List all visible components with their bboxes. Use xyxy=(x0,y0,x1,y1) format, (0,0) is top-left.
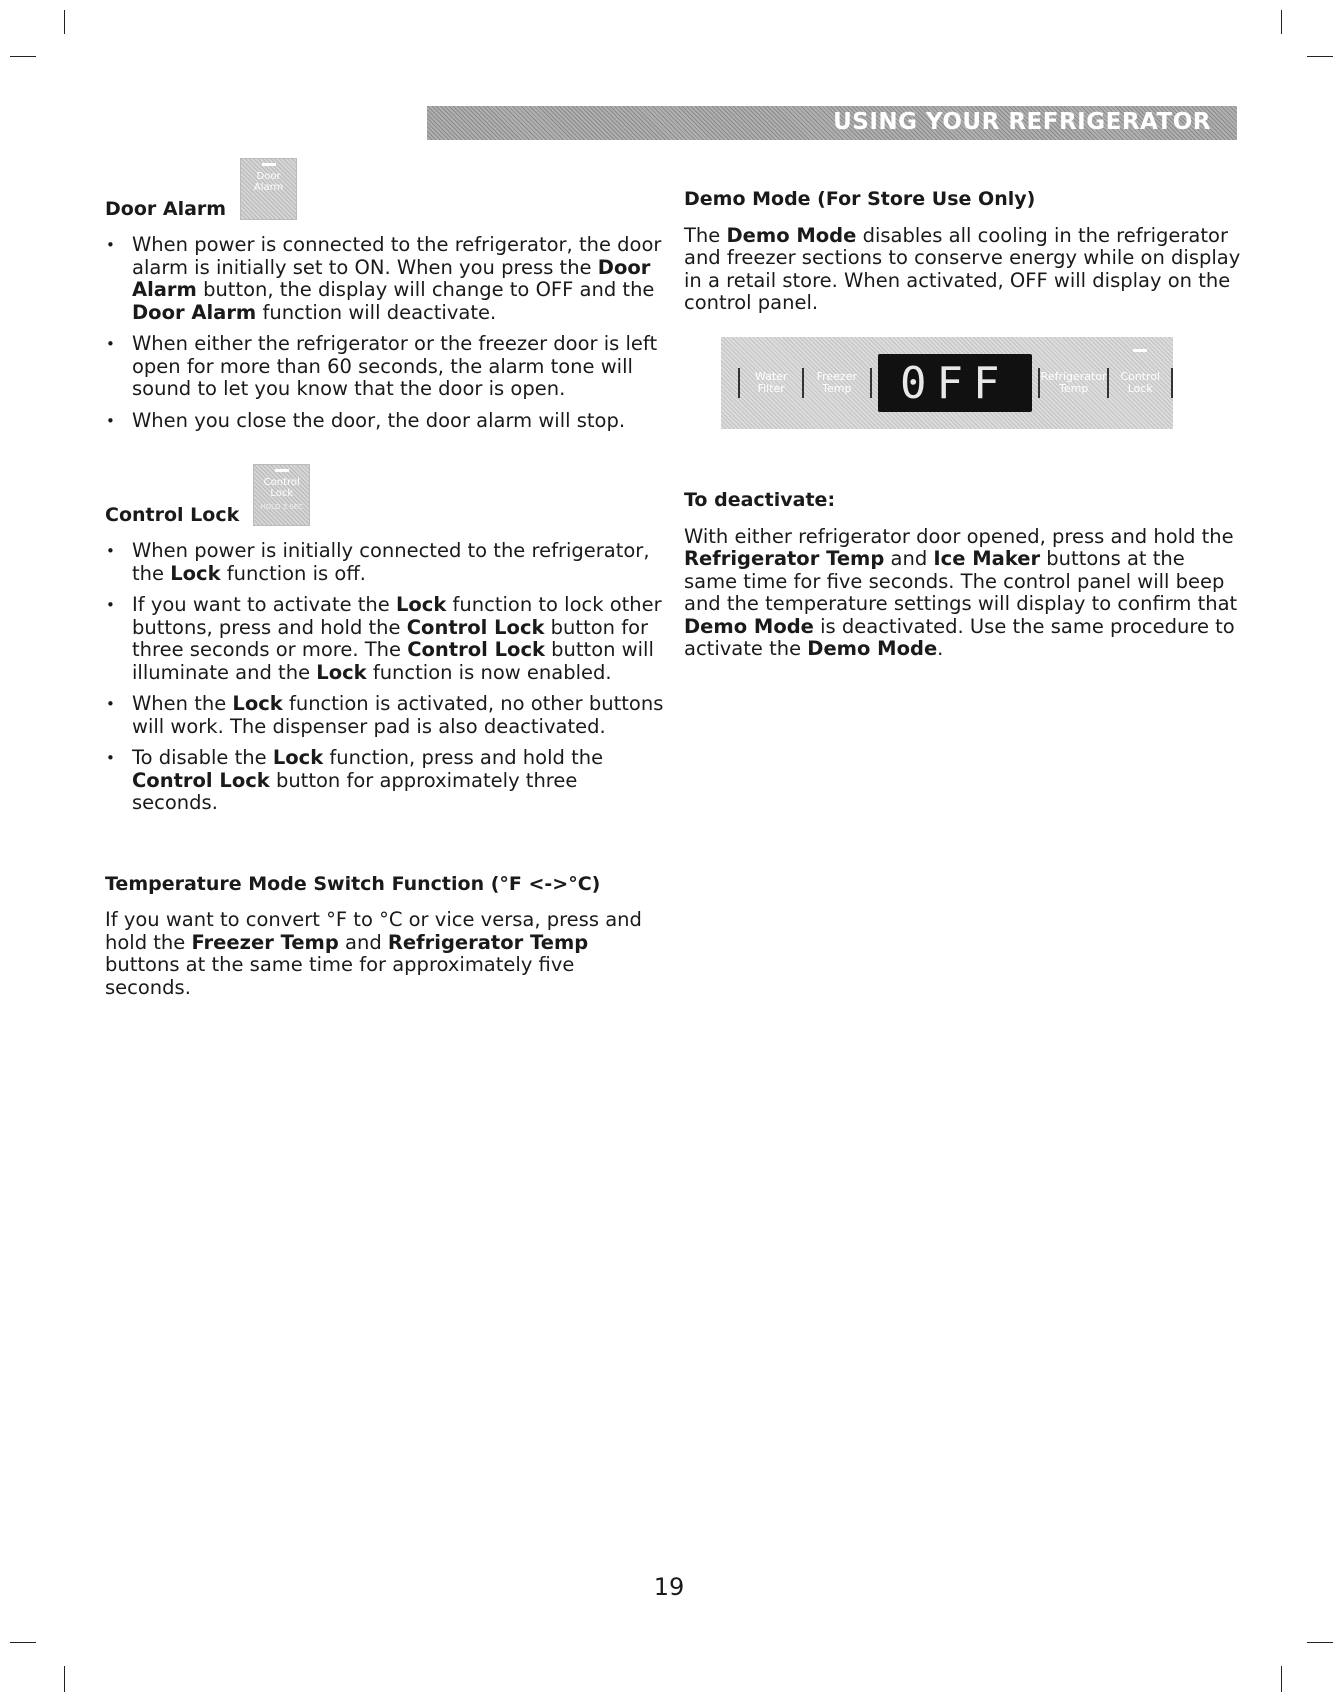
body-text: button, the display will change to OFF and the xyxy=(196,278,655,301)
body-text: With either refrigerator door opened, press and hold the xyxy=(684,524,1234,548)
emphasis-text: Control Lock xyxy=(406,615,545,639)
emphasis-text: Lock xyxy=(170,561,221,585)
crop-mark xyxy=(10,56,36,57)
body-text: When power is connected to the refrigerator, the door alarm is initially set to ON. When you press the xyxy=(132,233,662,279)
emphasis-text: Door Alarm xyxy=(132,300,257,324)
list-item xyxy=(132,747,665,815)
body-text: When the xyxy=(132,692,233,715)
temp-mode-text xyxy=(105,909,665,999)
body-text: To disable the xyxy=(132,746,273,769)
list-item xyxy=(132,333,665,401)
emphasis-text: Ice Maker xyxy=(933,547,1041,570)
left-column xyxy=(105,158,665,999)
section-banner xyxy=(427,106,1237,140)
control-lock-list xyxy=(105,540,665,815)
deactivate-heading: To deactivate: xyxy=(684,489,836,511)
emphasis-text: Demo Mode xyxy=(807,637,938,660)
banner-title: USING YOUR REFRIGERATOR xyxy=(833,109,1211,135)
body-text: When power is initially connected to the refrigerator, the xyxy=(132,539,650,585)
crop-mark xyxy=(10,1642,36,1643)
dash-icon xyxy=(262,163,276,166)
right-column xyxy=(684,188,1244,315)
refrigerator-temp-button: Refrigerator Temp xyxy=(1040,370,1107,395)
emphasis-text: Door Alarm xyxy=(132,255,651,301)
emphasis-text: Lock xyxy=(272,746,324,769)
demo-mode-heading: Demo Mode (For Store Use Only) xyxy=(684,188,1036,210)
deactivate-section xyxy=(684,489,1244,661)
lcd-display: 0FF xyxy=(878,354,1032,412)
body-text: function, press and hold the xyxy=(323,746,604,769)
emphasis-text: Freezer Temp xyxy=(191,930,339,954)
crop-mark xyxy=(1281,10,1282,34)
door-alarm-heading: Door Alarm Door Alarm xyxy=(105,158,665,220)
body-text: When either the refrigerator or the freezer door is left open for more than 60 seconds, the alarm tone will sound to let you know that the door is open. xyxy=(132,332,658,400)
list-item xyxy=(132,234,665,324)
page-number: 19 xyxy=(653,1573,685,1601)
body-text: function is activated, no other buttons will work. The dispenser pad is also deactivated. xyxy=(132,692,664,738)
list-item xyxy=(132,594,665,684)
body-text: button will illuminate and the xyxy=(132,638,654,684)
emphasis-text: Refrigerator Temp xyxy=(684,547,885,570)
dash-icon xyxy=(1133,349,1147,352)
body-text: function to lock other buttons, press and hold the xyxy=(132,593,662,639)
body-text: buttons at the same time for five seconds. The control panel will beep and the temperature settings will display to confirm that xyxy=(684,547,1238,615)
body-text: and xyxy=(338,930,388,954)
emphasis-text: Control Lock xyxy=(132,768,270,792)
emphasis-text: Control Lock xyxy=(407,638,545,661)
control-lock-panel-button: Control Lock xyxy=(1109,355,1171,411)
emphasis-text: Refrigerator Temp xyxy=(387,930,589,954)
control-lock-heading: Control Lock Control Lock HOLD 3 SEC xyxy=(105,464,665,526)
body-text: The xyxy=(684,223,727,247)
dash-icon xyxy=(275,469,289,472)
list-item xyxy=(132,693,665,738)
demo-mode-text xyxy=(684,225,1244,315)
list-item xyxy=(132,410,665,433)
crop-mark xyxy=(1281,1666,1282,1692)
body-text: If you want to convert °F to °C or vice versa, press and hold the xyxy=(105,908,642,954)
door-alarm-section xyxy=(105,158,665,432)
body-text: is deactivated. Use the same procedure to activate the xyxy=(684,614,1235,660)
emphasis-text: Demo Mode xyxy=(684,614,814,638)
emphasis-text: Lock xyxy=(316,660,367,684)
body-text: When you close the door, the door alarm will stop. xyxy=(132,408,626,432)
body-text: If you want to activate the xyxy=(132,593,396,616)
emphasis-text: Demo Mode xyxy=(726,223,857,247)
temp-mode-heading: Temperature Mode Switch Function (°F <->°C) xyxy=(105,872,601,895)
control-lock-section xyxy=(105,464,665,815)
crop-mark xyxy=(1307,56,1333,57)
right-column-lower xyxy=(684,489,1244,661)
body-text: button for three seconds or more. The xyxy=(132,615,649,661)
body-text: function is now enabled. xyxy=(366,660,612,684)
body-text: function is off. xyxy=(220,561,366,585)
freezer-temp-button: Freezer Temp xyxy=(816,370,858,395)
emphasis-text: Lock xyxy=(395,593,447,616)
body-text: disables all cooling in the refrigerator and freezer sections to conserve energy while on display in a retail store. When activated, OFF will display on the control panel. xyxy=(684,223,1241,314)
temp-mode-section xyxy=(105,873,665,1000)
body-text: . xyxy=(937,637,944,660)
body-text: button for approximately three seconds. xyxy=(132,768,578,814)
deactivate-text xyxy=(684,526,1244,661)
door-alarm-button-icon: Door Alarm xyxy=(240,158,297,220)
crop-mark xyxy=(64,1666,65,1692)
water-filter-button: Water Filter xyxy=(754,370,788,395)
emphasis-text: Lock xyxy=(232,692,283,715)
crop-mark xyxy=(64,10,65,34)
demo-mode-section xyxy=(684,188,1244,315)
body-text: buttons at the same time for approximately five seconds. xyxy=(105,953,575,999)
body-text: function will deactivate. xyxy=(256,300,497,324)
control-panel-illustration xyxy=(721,337,1173,429)
crop-mark xyxy=(1307,1642,1333,1643)
control-lock-button-icon: Control Lock HOLD 3 SEC xyxy=(253,464,310,526)
list-item xyxy=(132,540,665,585)
door-alarm-list xyxy=(105,234,665,432)
body-text: and xyxy=(884,547,934,570)
